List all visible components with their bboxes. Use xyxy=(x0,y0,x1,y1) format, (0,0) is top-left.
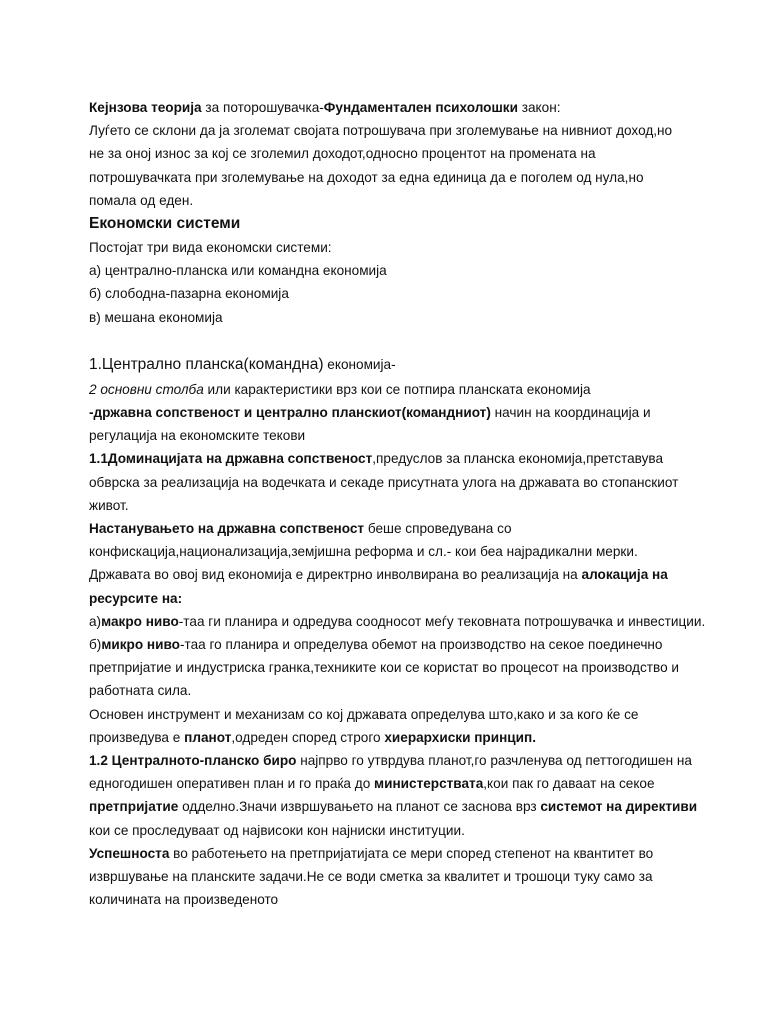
s11-line-5: конфискација,национализација,земјишна реформа и сл.- кои беа најрадикални мерки. xyxy=(89,544,638,560)
text-run: начин на координација и xyxy=(490,405,651,421)
text-run: одделно.Значи извршувањето на планот се заснова врз xyxy=(178,799,541,815)
system-item-c: в) мешана економија xyxy=(89,309,223,325)
s11-line-4 xyxy=(89,517,729,540)
systems-intro: Постојат три вида економски системи: xyxy=(89,240,332,256)
text-run: најпрво го утврдува планот,го разчленува од петтогодишен на xyxy=(296,753,692,769)
text-run: б) xyxy=(89,637,102,653)
text-run: закон: xyxy=(517,100,561,115)
plan-term: планот xyxy=(184,729,232,745)
text-run: беше спроведувана со xyxy=(364,521,512,537)
keynes-line-1 xyxy=(89,96,729,119)
s12-line-6: извршување на планските задачи.Не се води сметка за квалитет и трошоци туку само за xyxy=(89,869,653,885)
enterprise-term: претпријатие xyxy=(89,799,179,815)
micro-level-term: микро ниво xyxy=(101,637,180,653)
system-item-b: б) слободна-пазарна економија xyxy=(89,286,289,302)
s11-line-9 xyxy=(89,633,729,656)
text-run: или карактеристики врз кои се потпира планската економија xyxy=(203,381,591,397)
hierarchy-term: хиерархиски принцип. xyxy=(384,729,537,745)
text-run: едногодишен оперативен план и го праќа до xyxy=(89,776,375,792)
s1-line-1 xyxy=(89,378,729,401)
s11-line-10: претпријатие и индустриска гранка,техниките кои се користат во процесот на производство и xyxy=(89,660,680,676)
text-run: ,кои пак го даваат на секое xyxy=(483,776,655,792)
s11-title: 1.1Доминацијата на државна сопственост xyxy=(89,451,373,467)
s11-line-1 xyxy=(89,447,729,470)
success-term: Успешноста xyxy=(89,845,170,861)
s12-line-1 xyxy=(89,749,729,772)
s12-line-5 xyxy=(89,842,729,865)
section-1-title-suffix: економија- xyxy=(323,356,396,372)
keynes-line-5: помала од еден. xyxy=(89,192,194,208)
system-item-a: а) централно-планска или командна економија xyxy=(89,263,387,279)
ministries-term: министерствата xyxy=(374,776,484,792)
law-term: Фундаментален психолошки xyxy=(323,100,518,115)
s11-line-11: работната сила. xyxy=(89,683,192,699)
s12-line-4: кои се проследуваат од највисоки кон најниски институции. xyxy=(89,822,465,838)
s11-line-7: ресурсите на: xyxy=(89,590,183,606)
keynes-line-3: не за оној износ за кој се зголемил доходот,односно процентот на промената на xyxy=(89,146,596,162)
systems-heading: Економски системи xyxy=(89,215,241,233)
text-run: а) xyxy=(89,613,102,629)
section-1-title: 1.Централно планска(командна) xyxy=(89,355,324,373)
text-run: за поторошувачка- xyxy=(201,100,324,115)
s11-line-3: живот. xyxy=(89,497,129,513)
s12-title: 1.2 Централното-планско биро xyxy=(89,753,297,769)
s12-line-7: количината на произведеното xyxy=(89,892,279,908)
text-run: ,предуслов за планска економија,претставува xyxy=(372,451,664,467)
section-1-heading xyxy=(89,352,729,378)
keynes-term: Кејнзова теорија xyxy=(89,100,202,115)
text-run: во работењето на претпријатијата се мери според степенот на квантитет во xyxy=(169,845,654,861)
s11-line-12: Основен инструмент и механизам со кој државата определува што,како и за кого ќе се xyxy=(89,706,639,722)
text-run: -таа ги планира и одредува соодносот меѓу тековната потрошувачка и инвестиции. xyxy=(178,613,706,629)
s11-line-13 xyxy=(89,726,729,749)
spacer xyxy=(89,329,729,352)
emergence-term: Настанувањето на државна сопственост xyxy=(89,521,365,537)
s11-line-2: обврска за реализација на водечката и секаде присутната улога на државата во стопанскиот xyxy=(89,474,679,490)
s11-line-8 xyxy=(89,610,729,633)
text-run: произведува е xyxy=(89,729,185,745)
pillars-term: 2 основни столба xyxy=(89,381,204,397)
s12-line-3 xyxy=(89,795,729,818)
s1-line-2 xyxy=(89,401,729,424)
text-run: -таа го планира и определува обемот на производство на секое поединечно xyxy=(179,637,663,653)
keynes-line-4: потрошувачката при зголемување на доходот за една единица да е поголем од нула,но xyxy=(89,169,644,185)
macro-level-term: макро ниво xyxy=(101,613,179,629)
allocation-term: алокација на xyxy=(581,567,668,583)
directives-term: системот на директиви xyxy=(540,799,698,815)
text-run: Државата во овој вид економија е директрно инволвирана во реализација на xyxy=(89,567,582,583)
keynes-line-2: Луѓето се склони да ја зголемат својата потрошувача при зголемување на нивниот доход,но xyxy=(89,123,673,139)
s11-line-6 xyxy=(89,563,729,586)
text-run: ,одреден според строго xyxy=(231,729,385,745)
s12-line-2 xyxy=(89,772,729,795)
s1-line-3: регулација на економските текови xyxy=(89,428,306,444)
document-body xyxy=(89,96,729,912)
state-ownership-term: -државна сопственост и централно планскиот(командниот) xyxy=(89,405,491,421)
